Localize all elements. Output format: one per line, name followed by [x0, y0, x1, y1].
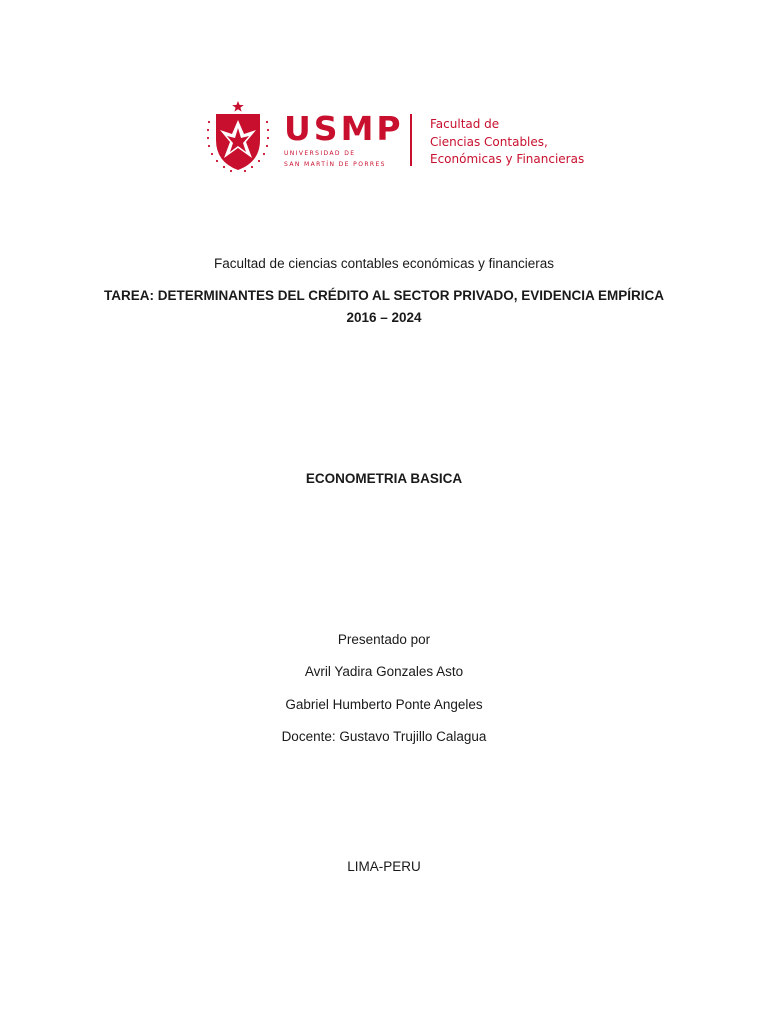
- logo-faculty-text: [430, 116, 610, 169]
- faculty-heading: Facultad de ciencias contables económicas y financieras: [214, 256, 554, 271]
- author-2: Gabriel Humberto Ponte Angeles: [285, 697, 483, 712]
- usmp-shield-cross-icon: [204, 100, 276, 176]
- title-line2: 2016 – 2024: [346, 310, 422, 325]
- brand-sub-line1: UNIVERSIDAD DE: [284, 150, 356, 157]
- presented-label: Presentado por: [337, 632, 431, 647]
- teacher-name: Docente: Gustavo Trujillo Calagua: [281, 729, 487, 744]
- title-line1: TAREA: DETERMINANTES DEL CRÉDITO AL SECTOR PRIVADO, EVIDENCIA EMPÍRICA: [103, 288, 665, 303]
- faculty-line3: Económicas y Financieras: [430, 152, 585, 166]
- course-name: ECONOMETRIA BASICA: [305, 471, 463, 486]
- usmp-brand: [284, 109, 404, 168]
- brand-sub-line2: SAN MARTÍN DE PORRES: [284, 161, 386, 168]
- usmp-logo: [204, 100, 604, 176]
- faculty-line1: Facultad de: [430, 117, 500, 131]
- brand-name: USMP: [284, 109, 404, 148]
- faculty-line2: Ciencias Contables,: [430, 134, 548, 149]
- logo-divider: [410, 114, 412, 166]
- location: LIMA-PERU: [347, 859, 421, 874]
- author-1: Avril Yadira Gonzales Asto: [304, 664, 464, 679]
- assignment-title: [84, 285, 684, 329]
